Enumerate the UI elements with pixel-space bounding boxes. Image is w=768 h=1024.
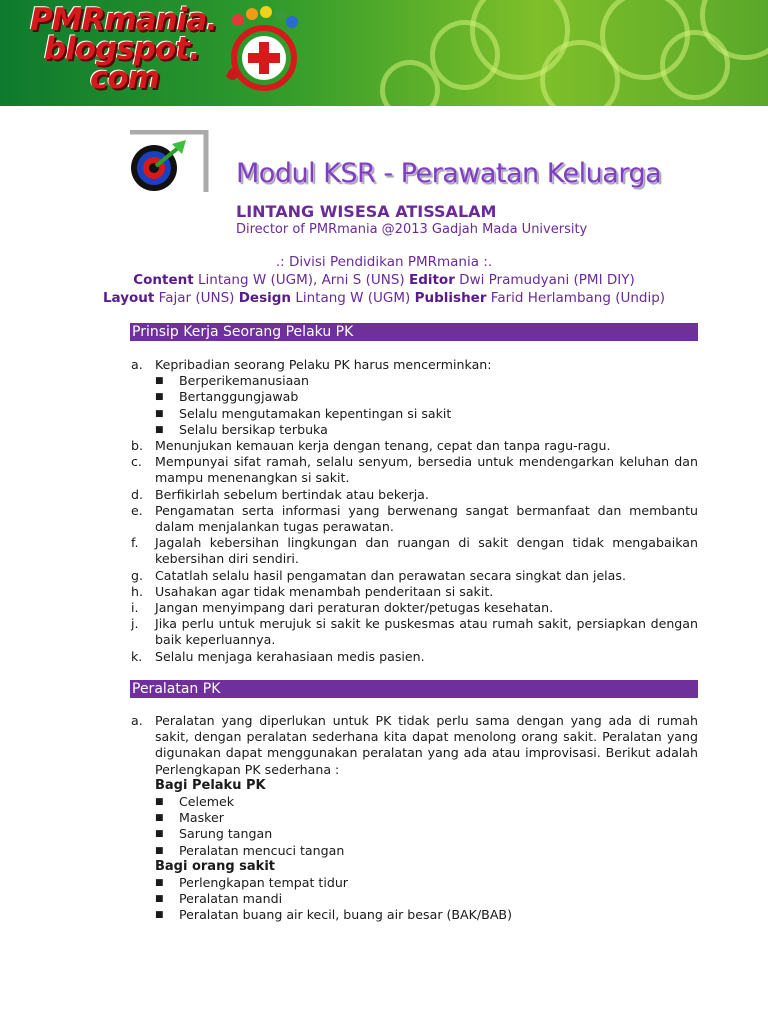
item-letter: f.	[131, 535, 139, 551]
item-text: Selalu menjaga kerahasiaan medis pasien.	[155, 648, 425, 664]
bullet-icon: ■	[155, 878, 164, 889]
principles-list	[131, 357, 698, 665]
bullet-icon: ■	[155, 424, 164, 435]
item-letter: c.	[131, 454, 142, 470]
bullet-icon: ■	[155, 910, 164, 921]
sub-list-item	[131, 794, 698, 810]
item-text: Berfikirlah sebelum bertindak atau bekerja.	[155, 486, 429, 502]
item-text: Jika perlu untuk merujuk si sakit ke puskesmas atau rumah sakit, persiapkan dengan baik keperluannya.	[155, 616, 698, 648]
equipment-list	[131, 713, 698, 924]
list-item	[131, 600, 698, 616]
item-text: Catatlah selalu hasil pengamatan dan perawatan secara singkat dan jelas.	[155, 567, 626, 583]
section-heading-peralatan: Peralatan PK	[130, 680, 698, 698]
sub-item-text: Masker	[179, 810, 224, 826]
target-icon	[128, 130, 210, 194]
sub-list-item	[131, 422, 698, 438]
list-item	[131, 487, 698, 503]
design-value: Lintang W (UGM)	[295, 290, 411, 306]
item-text: Kepribadian seorang Pelaku PK harus mencerminkan:	[155, 357, 492, 372]
division-line: .: Divisi Pendidikan PMRmania :.	[275, 254, 493, 270]
list-item	[131, 584, 698, 600]
item-letter: i.	[131, 600, 139, 616]
list-item	[131, 503, 698, 535]
site-logo-text	[30, 2, 218, 96]
item-letter: a.	[131, 357, 143, 372]
bullet-icon: ■	[155, 392, 164, 403]
item-text: Mempunyai sifat ramah, selalu senyum, bersedia untuk mendengarkan keluhan dan mampu menenangkan si sakit.	[155, 454, 698, 486]
bullet-icon: ■	[155, 797, 164, 808]
content-label: Content	[133, 272, 194, 288]
sub-item-text: Celemek	[179, 794, 235, 810]
bullet-icon: ■	[155, 845, 164, 856]
list-item	[131, 713, 698, 778]
item-letter: d.	[131, 486, 143, 502]
sub-list-item	[131, 810, 698, 826]
sub-item-text: Sarung tangan	[179, 826, 273, 842]
list-item	[131, 454, 698, 486]
list-item	[131, 649, 698, 665]
list-item	[131, 616, 698, 648]
header-banner	[0, 0, 768, 106]
sub-list-item	[131, 907, 698, 923]
item-letter: k.	[131, 648, 143, 664]
list-item	[131, 357, 698, 373]
item-letter: h.	[131, 583, 143, 599]
sub-list-item	[131, 389, 698, 405]
content-value: Lintang W (UGM), Arni S (UNS)	[198, 272, 405, 288]
sub-list-item	[131, 843, 698, 859]
sub-item-text: Peralatan mandi	[179, 891, 283, 907]
bullet-icon: ■	[155, 894, 164, 905]
item-letter: a.	[131, 713, 143, 728]
sub-list-item	[131, 373, 698, 389]
sub-item-text: Selalu bersikap terbuka	[179, 421, 328, 437]
layout-value: Fajar (UNS)	[158, 290, 235, 306]
logo-line-3: com	[90, 60, 159, 96]
group-heading-orang-sakit: Bagi orang sakit	[155, 858, 275, 874]
layout-label: Layout	[102, 290, 155, 306]
item-text: Menunjukan kemauan kerja dengan tenang, cepat dan tanpa ragu-ragu.	[155, 438, 611, 454]
sub-item-text: Peralatan mencuci tangan	[179, 842, 345, 858]
bullet-icon: ■	[155, 813, 164, 824]
group-heading-pelaku: Bagi Pelaku PK	[155, 777, 266, 793]
bullet-icon: ■	[155, 376, 164, 387]
item-letter: j.	[131, 616, 139, 632]
logo-line-2: blogspot.	[44, 31, 200, 67]
logo-line-1: PMRmania.	[30, 2, 218, 38]
author-role: Director of PMRmania @2013 Gadjah Mada University	[236, 222, 588, 237]
item-text: Jagalah kebersihan lingkungan dan ruangan di sakit dengan tidak mengabaikan kebersihan diri sendiri.	[155, 535, 698, 567]
editor-label: Editor	[408, 272, 455, 288]
item-letter: b.	[131, 438, 143, 454]
sub-item-text: Selalu mengutamakan kepentingan si sakit	[179, 405, 452, 421]
bullet-icon: ■	[155, 408, 164, 419]
document-title: Modul KSR - Perawatan Keluarga	[236, 158, 662, 189]
item-text: Jangan menyimpang dari peraturan dokter/petugas kesehatan.	[155, 600, 554, 616]
list-item	[131, 438, 698, 454]
publisher-label: Publisher	[414, 290, 487, 306]
sub-item-text: Bertanggungjawab	[179, 389, 299, 405]
item-text: Pengamatan serta informasi yang berwenang sangat bermanfaat dan membantu dalam menjalankan tugas perawatan.	[155, 502, 698, 535]
sub-list-item	[131, 406, 698, 422]
design-label: Design	[238, 290, 292, 306]
sub-list-item	[131, 891, 698, 907]
list-item	[131, 535, 698, 567]
sub-list-item	[131, 826, 698, 842]
sub-item-text: Perlengkapan tempat tidur	[179, 875, 348, 891]
author-name: LINTANG WISESA ATISSALAM	[236, 202, 497, 221]
list-item	[131, 568, 698, 584]
sub-item-text: Berperikemanusiaan	[179, 373, 310, 389]
red-cross-emblem-icon	[218, 6, 308, 96]
sub-list-item	[131, 875, 698, 891]
credits-line-1	[0, 272, 768, 288]
sub-item-text: Peralatan buang air kecil, buang air besar (BAK/BAB)	[179, 907, 512, 923]
publisher-value: Farid Herlambang (Undip)	[490, 290, 666, 306]
section-heading-prinsip-kerja: Prinsip Kerja Seorang Pelaku PK	[130, 323, 698, 341]
item-text: Peralatan yang diperlukan untuk PK tidak perlu sama dengan yang ada di rumah sakit, dengan peralatan sederhana kita dapat menolong orang sakit. Peralatan yang digunakan dapat menggunakan peralatan yang ada atau improvisasi. Berikut adalah Perlengkapan PK sederhana :	[155, 713, 698, 777]
editor-value: Dwi Pramudyani (PMI DIY)	[459, 272, 635, 288]
item-letter: e.	[131, 502, 143, 518]
bullet-icon: ■	[155, 829, 164, 840]
credits-line-2	[0, 290, 768, 306]
item-text: Usahakan agar tidak menambah penderitaan si sakit.	[155, 583, 494, 599]
item-letter: g.	[131, 567, 143, 583]
